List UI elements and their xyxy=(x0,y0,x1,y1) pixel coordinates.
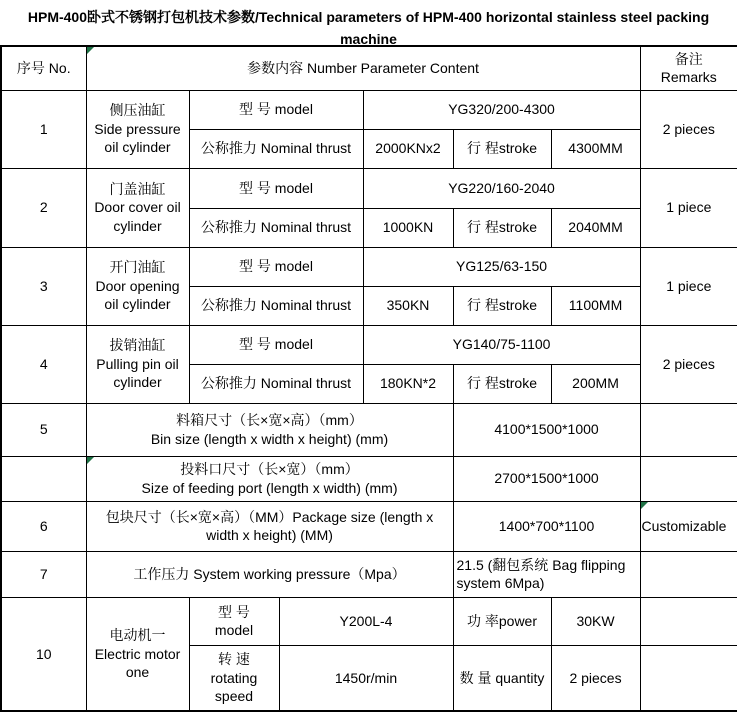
stroke-value-cell: 200MM xyxy=(551,364,640,403)
header-content-label: 参数内容 Number Parameter Content xyxy=(247,60,479,77)
motor-name-zh: 电动机一 xyxy=(109,627,166,644)
header-remarks-en: Remarks xyxy=(660,69,717,86)
motor-model-label-cell xyxy=(189,597,279,645)
size-desc-en: Size of feeding port (length x width) (mm) xyxy=(141,479,398,496)
remark-cell: 1 piece xyxy=(640,247,737,325)
motor-power-label-cell: 功 率power xyxy=(453,597,551,645)
pressure-desc-cell: 工作压力 System working pressure（Mpa） xyxy=(86,551,453,597)
remark-cell xyxy=(640,403,737,456)
cylinder-name-cell xyxy=(86,168,189,247)
motor-name-en: Electric motor one xyxy=(94,645,181,680)
size-value-cell: 1400*700*1100 xyxy=(453,501,640,551)
cylinder-name-cell xyxy=(86,325,189,403)
remark-cell xyxy=(640,456,737,501)
motor-model-value-cell: Y200L-4 xyxy=(279,597,453,645)
thrust-value-cell: 180KN*2 xyxy=(363,364,453,403)
motor-speed-label-cell xyxy=(189,645,279,711)
cylinder-name-cell xyxy=(86,90,189,168)
cylinder-name-zh: 拔销油缸 xyxy=(109,337,166,354)
remark-cell: 1 piece xyxy=(640,168,737,247)
stroke-label-cell: 行 程stroke xyxy=(453,286,551,325)
remark-cell: 2 pieces xyxy=(640,325,737,403)
stroke-value-cell: 2040MM xyxy=(551,208,640,247)
thrust-value-cell: 1000KN xyxy=(363,208,453,247)
thrust-label-cell: 公称推力 Nominal thrust xyxy=(189,208,363,247)
stroke-value-cell: 4300MM xyxy=(551,129,640,168)
thrust-label-cell: 公称推力 Nominal thrust xyxy=(189,364,363,403)
row-no: 6 xyxy=(1,501,86,551)
stroke-label-cell: 行 程stroke xyxy=(453,364,551,403)
parameters-table xyxy=(0,45,737,712)
remark-cell xyxy=(640,551,737,597)
header-remarks-zh: 备注 xyxy=(674,50,703,67)
motor-model-label-zh: 型 号 xyxy=(218,603,250,620)
stroke-label-cell: 行 程stroke xyxy=(453,208,551,247)
size-desc-zh: 料箱尺寸（长×宽×高）（mm） xyxy=(176,412,363,429)
page-title: HPM-400卧式不锈钢打包机技术参数/Technical parameters of HPM-400 horizontal stainless steel packing machine xyxy=(27,9,710,47)
motor-qty-label-cell: 数 量 quantity xyxy=(453,645,551,711)
remark-cell: 2 pieces xyxy=(640,90,737,168)
row-no: 10 xyxy=(1,597,86,711)
cylinder-name-zh: 开门油缸 xyxy=(109,259,166,276)
motor-speed-label-en: rotating speed xyxy=(210,669,258,704)
motor-name-cell xyxy=(86,597,189,711)
green-corner-flag-icon xyxy=(641,502,648,509)
size-value-cell: 2700*1500*1000 xyxy=(453,456,640,501)
row-no: 5 xyxy=(1,403,86,456)
cylinder-name-zh: 门盖油缸 xyxy=(109,180,166,197)
model-label-cell: 型 号 model xyxy=(189,168,363,208)
row-no: 2 xyxy=(1,168,86,247)
size-desc-cell xyxy=(86,403,453,456)
size-desc-en: Bin size (length x width x height) (mm) xyxy=(150,430,389,447)
row-no: 3 xyxy=(1,247,86,325)
thrust-value-cell: 2000KNx2 xyxy=(363,129,453,168)
cylinder-name-en: Door cover oil cylinder xyxy=(94,199,181,234)
thrust-label-cell: 公称推力 Nominal thrust xyxy=(189,129,363,168)
thrust-value-cell: 350KN xyxy=(363,286,453,325)
cylinder-name-en: Pulling pin oil cylinder xyxy=(96,355,179,391)
size-desc-zh: 投料口尺寸（长×宽）（mm） xyxy=(180,461,359,478)
model-value-cell: YG320/200-4300 xyxy=(363,90,640,129)
header-content xyxy=(86,46,640,90)
row-no xyxy=(1,456,86,501)
model-value-cell: YG125/63-150 xyxy=(363,247,640,286)
thrust-label-cell: 公称推力 Nominal thrust xyxy=(189,286,363,325)
model-value-cell: YG140/75-1100 xyxy=(363,325,640,364)
cylinder-name-cell xyxy=(86,247,189,325)
motor-speed-label-zh: 转 速 xyxy=(218,651,250,668)
model-label-cell: 型 号 model xyxy=(189,90,363,129)
row-no: 1 xyxy=(1,90,86,168)
row-no: 4 xyxy=(1,325,86,403)
model-label-cell: 型 号 model xyxy=(189,325,363,364)
motor-speed-value-cell: 1450r/min xyxy=(279,645,453,711)
stroke-value-cell: 1100MM xyxy=(551,286,640,325)
size-desc-cell xyxy=(86,456,453,501)
header-no: 序号 No. xyxy=(1,46,86,90)
remark-cell xyxy=(640,597,737,645)
model-label-cell: 型 号 model xyxy=(189,247,363,286)
size-desc-cell: 包块尺寸（长×宽×高）（MM）Package size (length x width x height) (MM) xyxy=(86,501,453,551)
size-value-cell: 4100*1500*1000 xyxy=(453,403,640,456)
cylinder-name-zh: 侧压油缸 xyxy=(109,102,166,119)
cylinder-name-en: Side pressure oil cylinder xyxy=(94,120,181,156)
motor-qty-value-cell: 2 pieces xyxy=(551,645,640,711)
model-value-cell: YG220/160-2040 xyxy=(363,168,640,208)
green-corner-flag-icon xyxy=(87,47,94,54)
pressure-value-cell: 21.5 (翻包系统 Bag flipping system 6Mpa) xyxy=(453,551,640,597)
motor-power-value-cell: 30KW xyxy=(551,597,640,645)
stroke-label-cell: 行 程stroke xyxy=(453,129,551,168)
header-remarks xyxy=(640,46,737,90)
remark-label: Customizable xyxy=(641,517,727,534)
green-corner-flag-icon xyxy=(87,457,94,464)
motor-model-label-en: model xyxy=(214,622,254,638)
remark-cell xyxy=(640,645,737,711)
cylinder-name-en: Door opening oil cylinder xyxy=(95,277,180,313)
row-no: 7 xyxy=(1,551,86,597)
remark-cell xyxy=(640,501,737,551)
